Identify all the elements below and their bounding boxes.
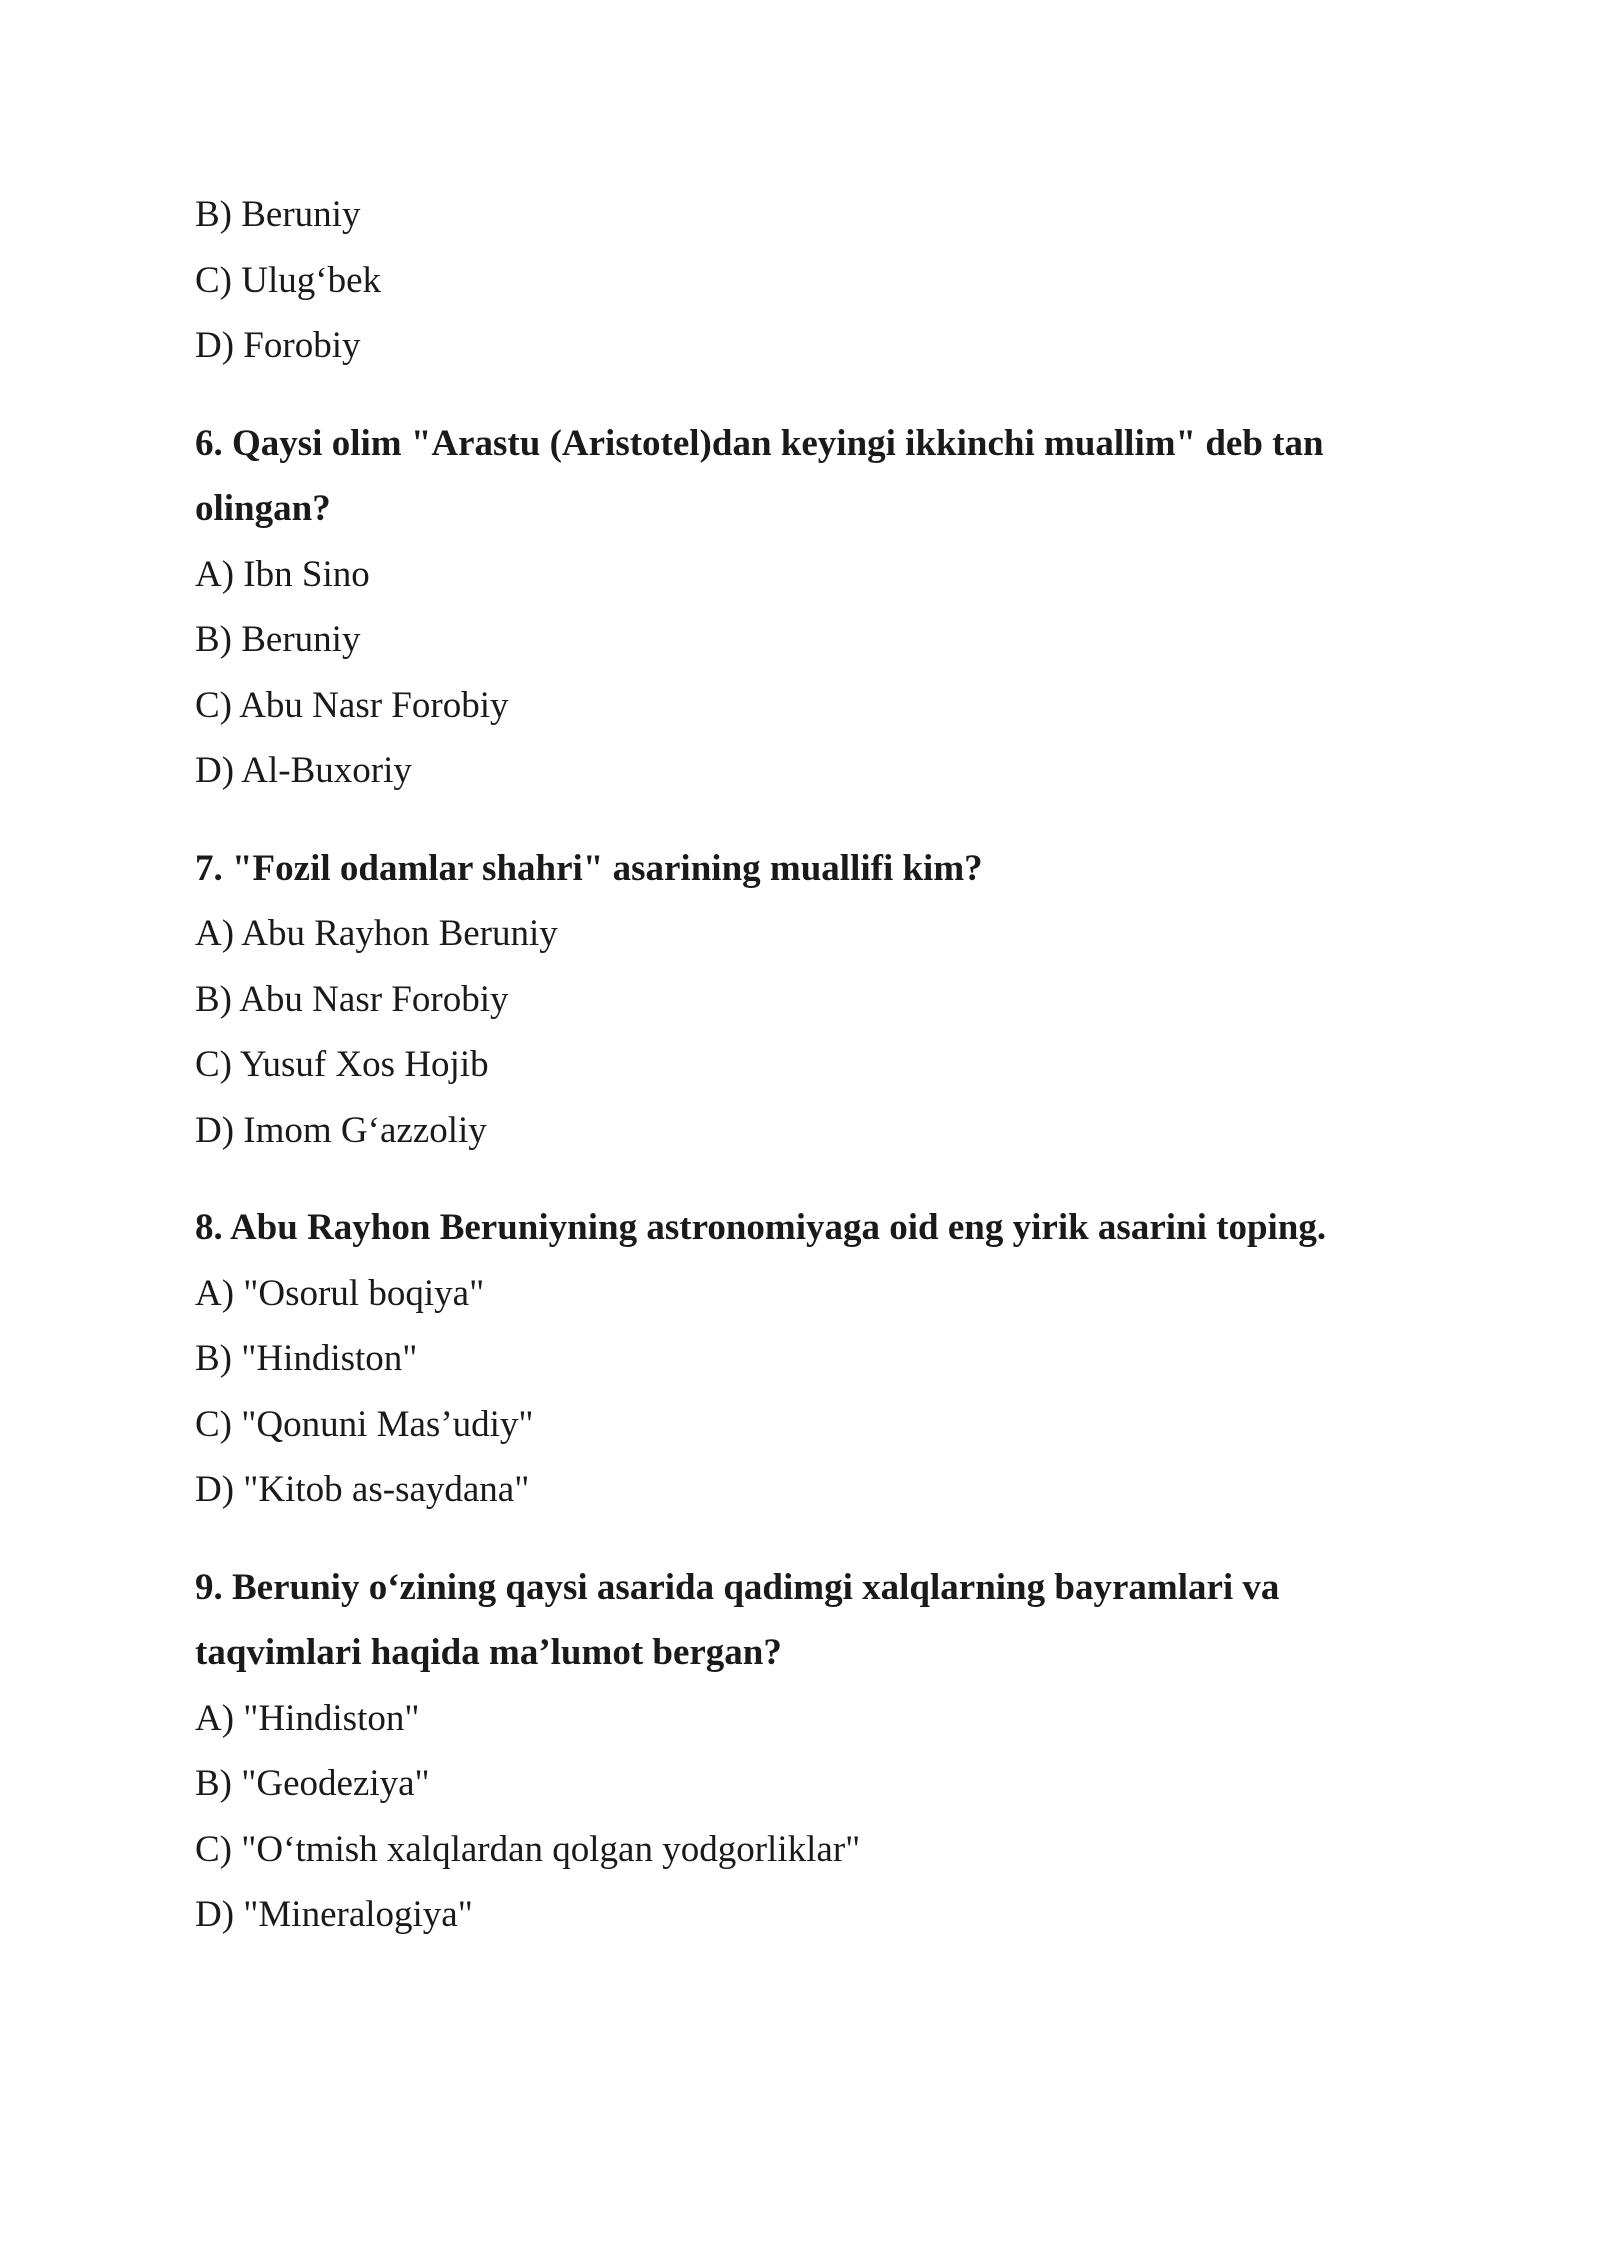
option: A) "Osorul boqiya" xyxy=(195,1272,485,1314)
option: D) "Mineralogiya" xyxy=(195,1894,473,1935)
question-line: taqvimlari haqida ma’lumot bergan? xyxy=(195,1632,782,1673)
option: B) Beruniy xyxy=(195,194,361,235)
option: A) Ibn Sino xyxy=(195,553,370,595)
option: D) Al-Buxoriy xyxy=(195,750,412,791)
question-line: 7. "Fozil odamlar shahri" asarining muallifi kim? xyxy=(195,847,983,889)
question-block xyxy=(195,1195,1435,1523)
question-text xyxy=(195,836,1395,902)
option: C) Yusuf Xos Hojib xyxy=(195,1044,489,1085)
question-text xyxy=(195,1555,1395,1686)
option: D) "Kitob as-saydana" xyxy=(195,1469,530,1510)
question-block xyxy=(195,411,1435,804)
question-line: olingan? xyxy=(195,488,331,529)
question-line: 8. Abu Rayhon Beruniyning astronomiyaga oid eng yirik asarini toping. xyxy=(195,1207,1327,1248)
option: C) "O‘tmish xalqlardan qolgan yodgorliklar" xyxy=(195,1828,861,1870)
question-line: 9. Beruniy o‘zining qaysi asarida qadimgi xalqlarning bayramlari va xyxy=(195,1566,1280,1608)
option: C) Ulug‘bek xyxy=(195,259,381,301)
document-page xyxy=(195,182,1435,1948)
option: B) "Hindiston" xyxy=(195,1338,418,1379)
question-block xyxy=(195,1555,1435,1948)
option: C) Abu Nasr Forobiy xyxy=(195,684,509,726)
continued-options xyxy=(195,182,1435,379)
option: C) "Qonuni Mas’udiy" xyxy=(195,1403,534,1445)
option: B) "Geodeziya" xyxy=(195,1763,430,1804)
option: A) Abu Rayhon Beruniy xyxy=(195,913,558,954)
option: A) "Hindiston" xyxy=(195,1697,420,1739)
option: B) Abu Nasr Forobiy xyxy=(195,978,509,1020)
option: D) Forobiy xyxy=(195,325,361,366)
option: B) Beruniy xyxy=(195,619,361,660)
question-block xyxy=(195,836,1435,1164)
question-line: 6. Qaysi olim "Arastu (Aristotel)dan keyingi ikkinchi muallim" deb tan xyxy=(195,422,1324,464)
question-text xyxy=(195,411,1395,542)
question-text xyxy=(195,1195,1395,1261)
option: D) Imom G‘azzoliy xyxy=(195,1109,487,1151)
